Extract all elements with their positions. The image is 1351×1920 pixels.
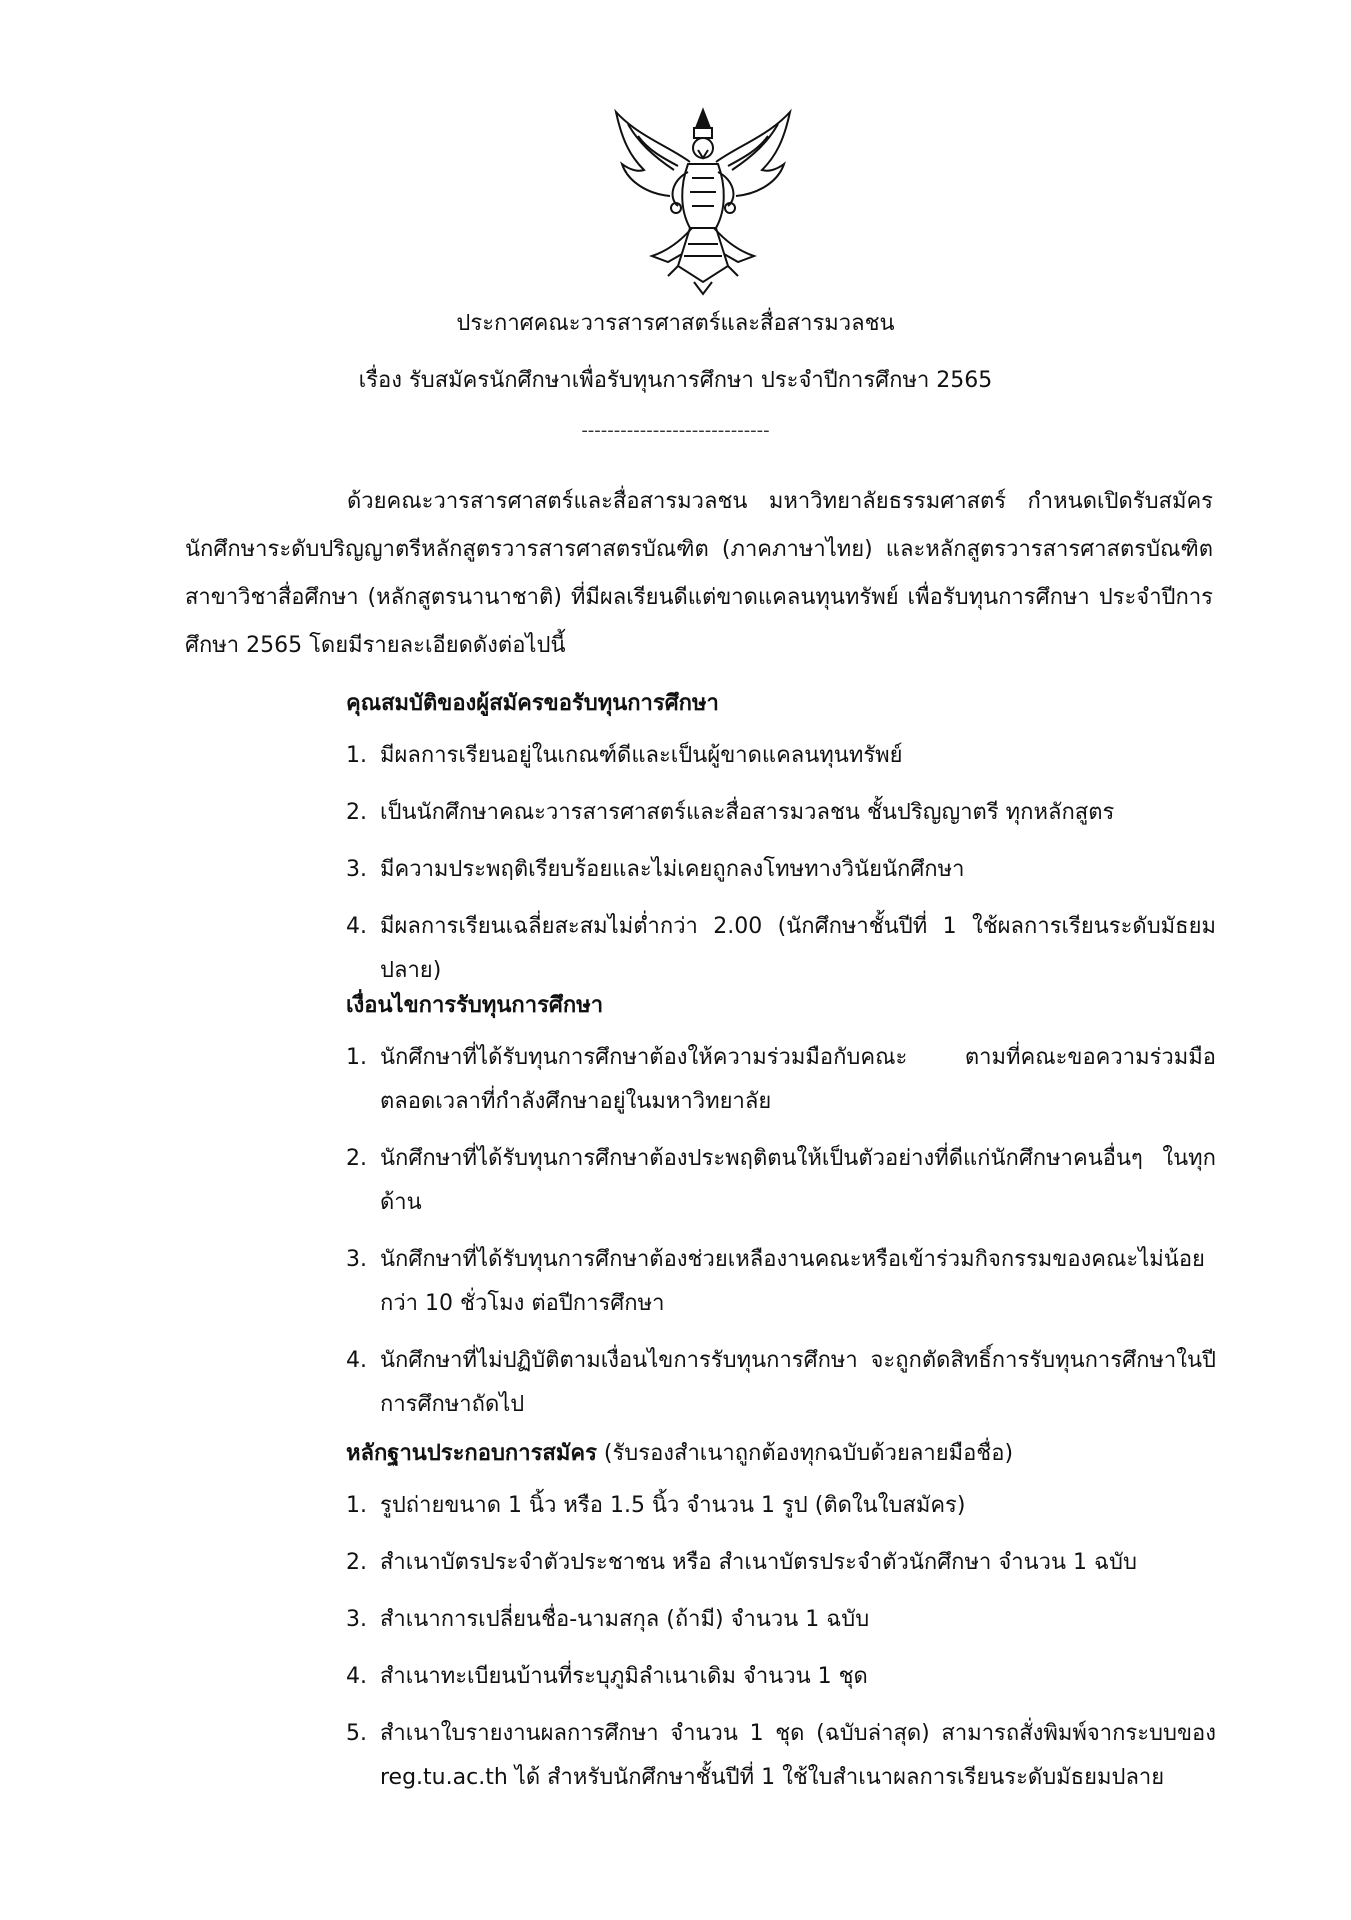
list-item: 5. สำเนาใบรายงานผลการศึกษา จำนวน 1 ชุด (ฉบับล่าสุด) สามารถสั่งพิมพ์จากระบบของ reg.tu.ac.th ได้ สำหรับนักศึกษาชั้นปีที่ 1 ใช้ใบสำเนาผลการเรียนระดับมัธยมปลาย xyxy=(346,1721,1216,1790)
list-item: 2. สำเนาบัตรประจำตัวประชาชน หรือ สำเนาบัตรประจำตัวนักศึกษา จำนวน 1 ฉบับ xyxy=(346,1550,1137,1575)
list-item: 3. นักศึกษาที่ได้รับทุนการศึกษาต้องช่วยเหลืองานคณะหรือเข้าร่วมกิจกรรมของคณะไม่น้อยกว่า 10 ชั่วโมง ต่อปีการศึกษา xyxy=(346,1247,1205,1316)
garuda-emblem-icon xyxy=(608,106,798,296)
conditions-list xyxy=(346,1036,1216,1427)
documents-section xyxy=(346,1438,1216,1813)
list-item: 4. มีผลการเรียนเฉลี่ยสะสมไม่ต่ำกว่า 2.00 (นักศึกษาชั้นปีที่ 1 ใช้ผลการเรียนระดับมัธยมปลาย) xyxy=(346,914,1216,983)
announcement-subject: เรื่อง รับสมัครนักศึกษาเพื่อรับทุนการศึกษา ประจำปีการศึกษา 2565 xyxy=(358,368,993,393)
list-item: 3. สำเนาการเปลี่ยนชื่อ-นามสกุล (ถ้ามี) จำนวน 1 ฉบับ xyxy=(346,1607,870,1632)
list-item: 3. มีความประพฤติเรียบร้อยและไม่เคยถูกลงโทษทางวินัยนักศึกษา xyxy=(346,857,965,882)
qualifications-list xyxy=(346,734,1216,993)
documents-title-row xyxy=(346,1438,1216,1470)
qualifications-title: คุณสมบัติของผู้สมัครขอรับทุนการศึกษา xyxy=(346,691,719,716)
documents-list xyxy=(346,1484,1216,1800)
conditions-title: เงื่อนไขการรับทุนการศึกษา xyxy=(346,993,604,1018)
announcement-heading: ประกาศคณะวารสารศาสตร์และสื่อสารมวลชน xyxy=(456,311,895,336)
intro-paragraph-block xyxy=(185,478,1213,670)
documents-title: หลักฐานประกอบการสมัคร xyxy=(346,1441,597,1466)
conditions-section xyxy=(346,990,1216,1440)
documents-note: (รับรองสำเนาถูกต้องทุกฉบับด้วยลายมือชื่อ) xyxy=(596,1441,1014,1466)
list-item: 4. นักศึกษาที่ไม่ปฏิบัติตามเงื่อนไขการรับทุนการศึกษา จะถูกตัดสิทธิ์การรับทุนการศึกษาในปีการศึกษาถัดไป xyxy=(346,1348,1216,1417)
qualifications-section xyxy=(346,688,1216,1006)
intro-paragraph: ด้วยคณะวารสารศาสตร์และสื่อสารมวลชน มหาวิทยาลัยธรรมศาสตร์ กำหนดเปิดรับสมัครนักศึกษาระดับปริญญาตรีหลักสูตรวารสารศาสตรบัณฑิต (ภาคภาษาไทย) และหลักสูตรวารสารศาสตรบัณฑิต สาขาวิชาสื่อศึกษา (หลักสูตรนานาชาติ) ที่มีผลเรียนดีแต่ขาดแคลนทุนทรัพย์ เพื่อรับทุนการศึกษา ประจำปีการศึกษา 2565 โดยมีรายละเอียดดังต่อไปนี้ xyxy=(185,489,1213,658)
list-item: 2. เป็นนักศึกษาคณะวารสารศาสตร์และสื่อสารมวลชน ชั้นปริญญาตรี ทุกหลักสูตร xyxy=(346,800,1115,825)
list-item: 4. สำเนาทะเบียนบ้านที่ระบุภูมิลำเนาเดิม จำนวน 1 ชุด xyxy=(346,1664,868,1689)
list-item: 1. นักศึกษาที่ได้รับทุนการศึกษาต้องให้ความร่วมมือกับคณะ ตามที่คณะขอความร่วมมือตลอดเวลาที่กำลังศึกษาอยู่ในมหาวิทยาลัย xyxy=(346,1045,1216,1114)
list-item: 1. รูปถ่ายขนาด 1 นิ้ว หรือ 1.5 นิ้ว จำนวน 1 รูป (ติดในใบสมัคร) xyxy=(346,1493,966,1518)
list-item: 1. มีผลการเรียนอยู่ในเกณฑ์ดีและเป็นผู้ขาดแคลนทุนทรัพย์ xyxy=(346,743,903,768)
list-item: 2. นักศึกษาที่ได้รับทุนการศึกษาต้องประพฤติตนให้เป็นตัวอย่างที่ดีแก่นักศึกษาคนอื่นๆ ในทุกด้าน xyxy=(346,1146,1216,1215)
divider-line: ----------------------------- xyxy=(581,420,770,441)
